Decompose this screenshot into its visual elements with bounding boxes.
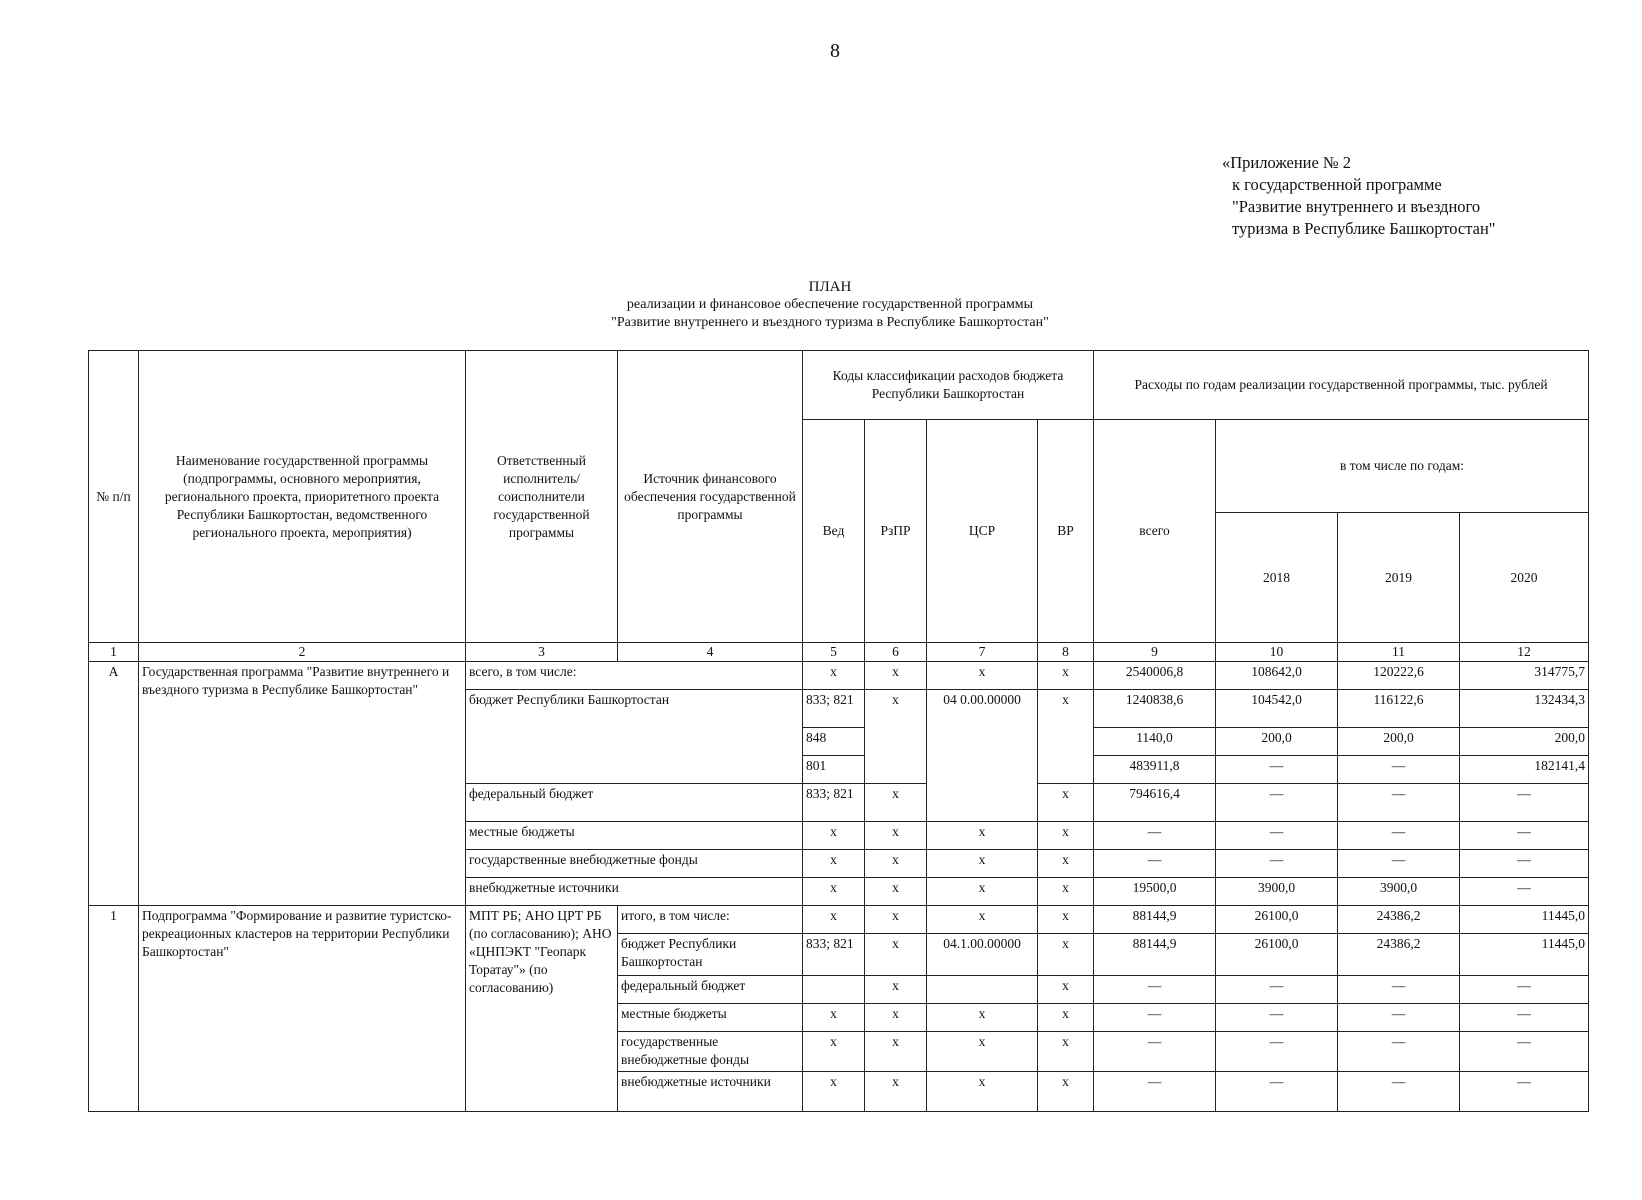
row-source: федеральный бюджет: [618, 976, 803, 1004]
column-number: 11: [1338, 643, 1460, 662]
row-vr: х: [1038, 1032, 1094, 1072]
row-name: Подпрограмма "Формирование и развитие туристско-рекреационных кластеров на территории Республики Башкортостан": [139, 906, 466, 1112]
row-csr: х: [927, 906, 1038, 934]
column-number: 6: [865, 643, 927, 662]
row-ved: 848: [803, 728, 865, 756]
row-2018: 104542,0: [1216, 690, 1338, 728]
row-total: 483911,8: [1094, 756, 1216, 784]
row-2019: —: [1338, 784, 1460, 822]
row-vr: х: [1038, 906, 1094, 934]
row-csr: х: [927, 662, 1038, 690]
row-2020: 132434,3: [1460, 690, 1589, 728]
row-vr: х: [1038, 784, 1094, 822]
header-source: Источник финансового обеспечения государственной программы: [618, 351, 803, 643]
row-csr: 04 0.00.00000: [927, 690, 1038, 822]
row-total: —: [1094, 850, 1216, 878]
row-total: —: [1094, 1072, 1216, 1112]
row-ved: [803, 976, 865, 1004]
row-csr: х: [927, 878, 1038, 906]
row-ved: х: [803, 850, 865, 878]
table-row: [89, 906, 1589, 934]
column-number: 10: [1216, 643, 1338, 662]
row-total: 1140,0: [1094, 728, 1216, 756]
column-number: 2: [139, 643, 466, 662]
row-2020: 11445,0: [1460, 934, 1589, 976]
row-vr: х: [1038, 822, 1094, 850]
appendix-line: к государственной программе: [1232, 175, 1442, 194]
row-2019: —: [1338, 850, 1460, 878]
header-executor: Ответственный исполнитель/ соисполнители государственной программы: [466, 351, 618, 643]
row-vr: х: [1038, 1004, 1094, 1032]
row-2018: 3900,0: [1216, 878, 1338, 906]
row-2020: 200,0: [1460, 728, 1589, 756]
column-numbers-row: [89, 643, 1589, 662]
column-number: 12: [1460, 643, 1589, 662]
row-2018: —: [1216, 850, 1338, 878]
header-row: [89, 351, 1589, 420]
row-source: местные бюджеты: [466, 822, 803, 850]
header-codes-group: Коды классификации расходов бюджета Республики Башкортостан: [803, 351, 1094, 420]
row-rzpr: х: [865, 1004, 927, 1032]
row-ved: х: [803, 1032, 865, 1072]
row-ved: х: [803, 1004, 865, 1032]
row-vr: х: [1038, 690, 1094, 784]
row-2019: —: [1338, 1072, 1460, 1112]
appendix-line: туризма в Республике Башкортостан": [1232, 219, 1496, 238]
row-csr: [927, 976, 1038, 1004]
row-2020: 11445,0: [1460, 906, 1589, 934]
row-vr: х: [1038, 662, 1094, 690]
column-number: 5: [803, 643, 865, 662]
row-2018: 108642,0: [1216, 662, 1338, 690]
row-source: внебюджетные источники: [618, 1072, 803, 1112]
row-2020: —: [1460, 822, 1589, 850]
row-rzpr: х: [865, 850, 927, 878]
row-2019: —: [1338, 976, 1460, 1004]
row-vr: х: [1038, 976, 1094, 1004]
appendix-line: «Приложение № 2: [1222, 153, 1352, 172]
row-total: 88144,9: [1094, 934, 1216, 976]
row-2018: —: [1216, 784, 1338, 822]
row-2020: —: [1460, 784, 1589, 822]
row-num: 1: [89, 906, 139, 1112]
page-number: 8: [830, 40, 840, 62]
row-2020: 182141,4: [1460, 756, 1589, 784]
row-total: 794616,4: [1094, 784, 1216, 822]
row-2020: —: [1460, 1032, 1589, 1072]
header-year-2019: 2019: [1338, 513, 1460, 643]
header-vr: ВР: [1038, 420, 1094, 643]
column-number: 9: [1094, 643, 1216, 662]
row-2019: 24386,2: [1338, 906, 1460, 934]
row-2019: —: [1338, 1032, 1460, 1072]
column-number: 3: [466, 643, 618, 662]
row-2020: —: [1460, 1004, 1589, 1032]
row-2018: —: [1216, 1032, 1338, 1072]
row-total: 1240838,6: [1094, 690, 1216, 728]
row-ved: х: [803, 906, 865, 934]
row-2019: —: [1338, 756, 1460, 784]
row-2018: —: [1216, 822, 1338, 850]
row-csr: х: [927, 1032, 1038, 1072]
header-year-2020: 2020: [1460, 513, 1589, 643]
row-2020: 314775,7: [1460, 662, 1589, 690]
row-2018: —: [1216, 1072, 1338, 1112]
row-total: —: [1094, 976, 1216, 1004]
row-ved: 833; 821: [803, 784, 865, 822]
header-expenses-group: Расходы по годам реализации государственной программы, тыс. рублей: [1094, 351, 1589, 420]
row-ved: 833; 821: [803, 934, 865, 976]
column-number: 7: [927, 643, 1038, 662]
row-2020: —: [1460, 850, 1589, 878]
row-2018: —: [1216, 1004, 1338, 1032]
row-csr: 04.1.00.00000: [927, 934, 1038, 976]
header-num: № п/п: [89, 351, 139, 643]
row-2019: —: [1338, 1004, 1460, 1032]
row-rzpr: х: [865, 784, 927, 822]
appendix-line: "Развитие внутреннего и въездного: [1232, 197, 1481, 216]
row-ved: х: [803, 1072, 865, 1112]
row-rzpr: х: [865, 1072, 927, 1112]
plan-subtitle: "Развитие внутреннего и въездного туризма в Республике Башкортостан": [611, 315, 1049, 330]
row-ved: 833; 821: [803, 690, 865, 728]
row-2019: 120222,6: [1338, 662, 1460, 690]
row-2018: 26100,0: [1216, 934, 1338, 976]
row-csr: х: [927, 850, 1038, 878]
row-rzpr: х: [865, 878, 927, 906]
plan-table: [88, 350, 1589, 1112]
row-rzpr: х: [865, 976, 927, 1004]
row-ved: х: [803, 878, 865, 906]
row-total: 19500,0: [1094, 878, 1216, 906]
header-by-years: в том числе по годам:: [1216, 420, 1589, 513]
row-csr: х: [927, 822, 1038, 850]
row-rzpr: х: [865, 662, 927, 690]
row-total: 2540006,8: [1094, 662, 1216, 690]
row-source: местные бюджеты: [618, 1004, 803, 1032]
row-num: А: [89, 662, 139, 906]
row-source: итого, в том числе:: [618, 906, 803, 934]
appendix-note: [1222, 152, 1622, 240]
row-total: —: [1094, 1004, 1216, 1032]
plan-title-block: [560, 278, 1100, 332]
row-ved: 801: [803, 756, 865, 784]
row-2018: 26100,0: [1216, 906, 1338, 934]
header-year-2018: 2018: [1216, 513, 1338, 643]
row-rzpr: х: [865, 906, 927, 934]
header-ved: Вед: [803, 420, 865, 643]
column-number: 8: [1038, 643, 1094, 662]
header-name: Наименование государственной программы (подпрограммы, основного мероприятия, регионального проекта, приоритетного проекта Республики Башкортостан, ведомственного регионального проекта, мероприятия): [139, 351, 466, 643]
row-rzpr: х: [865, 822, 927, 850]
column-number: 1: [89, 643, 139, 662]
row-csr: х: [927, 1072, 1038, 1112]
plan-subtitle: реализации и финансовое обеспечение государственной программы: [626, 297, 1034, 312]
row-ved: х: [803, 662, 865, 690]
row-rzpr: х: [865, 934, 927, 976]
row-source: всего, в том числе:: [466, 662, 803, 690]
row-source: федеральный бюджет: [466, 784, 803, 822]
row-vr: х: [1038, 878, 1094, 906]
row-source: государственные внебюджетные фонды: [466, 850, 803, 878]
row-total: 88144,9: [1094, 906, 1216, 934]
row-rzpr: х: [865, 1032, 927, 1072]
row-executor: МПТ РБ; АНО ЦРТ РБ (по согласованию); АНО «ЦНПЭКТ "Геопарк Торатау"» (по согласованию): [466, 906, 618, 1112]
header-total: всего: [1094, 420, 1216, 643]
row-2018: —: [1216, 756, 1338, 784]
row-rzpr: х: [865, 690, 927, 784]
header-csr: ЦСР: [927, 420, 1038, 643]
row-source: государственные внебюджетные фонды: [618, 1032, 803, 1072]
plan-title: ПЛАН: [808, 279, 852, 295]
row-2019: 24386,2: [1338, 934, 1460, 976]
row-total: —: [1094, 1032, 1216, 1072]
row-source: внебюджетные источники: [466, 878, 803, 906]
row-source: бюджет Республики Башкортостан: [618, 934, 803, 976]
row-vr: х: [1038, 934, 1094, 976]
row-2020: —: [1460, 1072, 1589, 1112]
row-source: бюджет Республики Башкортостан: [466, 690, 803, 784]
row-2020: —: [1460, 976, 1589, 1004]
column-number: 4: [618, 643, 803, 662]
row-total: —: [1094, 822, 1216, 850]
row-2018: 200,0: [1216, 728, 1338, 756]
row-2019: 116122,6: [1338, 690, 1460, 728]
row-2020: —: [1460, 878, 1589, 906]
row-2018: —: [1216, 976, 1338, 1004]
row-name: Государственная программа "Развитие внутреннего и въездного туризма в Республике Башкортостан": [139, 662, 466, 906]
table-row: [89, 662, 1589, 690]
row-2019: 200,0: [1338, 728, 1460, 756]
row-2019: —: [1338, 822, 1460, 850]
header-rzpr: РзПР: [865, 420, 927, 643]
row-csr: х: [927, 1004, 1038, 1032]
row-vr: х: [1038, 1072, 1094, 1112]
row-2019: 3900,0: [1338, 878, 1460, 906]
row-vr: х: [1038, 850, 1094, 878]
row-ved: х: [803, 822, 865, 850]
